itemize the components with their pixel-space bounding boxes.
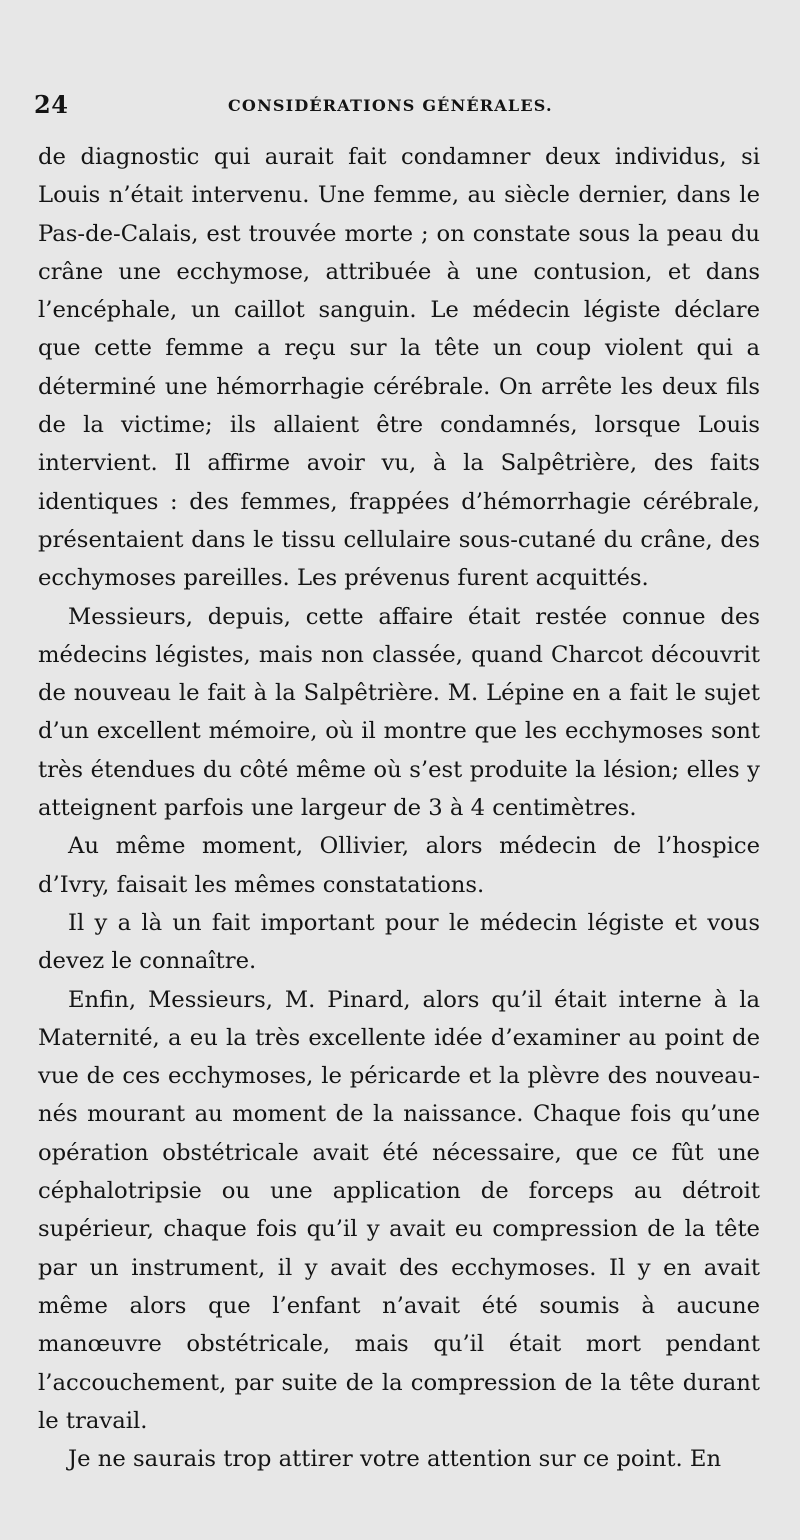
page-header	[34, 90, 764, 130]
paragraph: Il y a là un fait important pour le médecin légiste et vous devez le connaître.	[38, 909, 760, 975]
body-text	[38, 138, 760, 1478]
paragraph: Je ne saurais trop attirer votre attention sur ce point. En	[68, 1446, 722, 1473]
paragraph: Au même moment, Ollivier, alors médecin de l’hospice d’Ivry, faisait les mêmes constatations.	[38, 833, 760, 898]
running-title: CONSIDÉRATIONS GÉNÉRALES.	[228, 96, 553, 115]
paragraph: Enfin, Messieurs, M. Pinard, alors qu’il était interne à la Maternité, a eu la très excellente idée d’examiner au point de vue de ces ecchymoses, le péricarde et la plèvre des nouveau-nés mourant au moment de la naissance. Chaque fois qu’une opération obstétricale avait été nécessaire, que ce fût une céphalotripsie ou une application de forceps au détroit supérieur, chaque fois qu’il y avait eu compression de la tête par un instrument, il y avait des ecchymoses. Il y en avait même alors que l’enfant n’avait été soumis à aucune manœuvre obstétricale, mais qu’il était mort pendant l’accouchement, par suite de la compression de la tête durant le travail.	[38, 986, 760, 1434]
paragraph-continuation: de diagnostic qui aurait fait condamner deux individus, si Louis n’était intervenu. Une femme, au siècle dernier, dans le Pas-de-Calais, est trouvée morte ; on constate sous la peau du crâne une ecchymose, attribuée à une contusion, et dans l’encéphale, un caillot sanguin. Le médecin légiste déclare que cette femme a reçu sur la tête un coup violent qui a déterminé une hémorrhagie cérébrale. On arrête les deux fils de la victime; ils allaient être condamnés, lorsque Louis intervient. Il affirme avoir vu, à la Salpêtrière, des faits identiques : des femmes, frappées d’hémorrhagie cérébrale, présentaient dans le tissu cellulaire sous-cutané du crâne, des ecchymoses pareilles. Les prévenus furent acquittés.	[38, 144, 760, 592]
paragraph: Messieurs, depuis, cette affaire était restée connue des médecins légistes, mais non classée, quand Charcot découvrit de nouveau le fait à la Salpêtrière. M. Lépine en a fait le sujet d’un excellent mémoire, où il montre que les ecchymoses sont très étendues du côté même où s’est produite la lésion; elles y atteignent parfois une largeur de 3 à 4 centimètres.	[38, 603, 760, 822]
page-number: 24	[34, 90, 69, 119]
